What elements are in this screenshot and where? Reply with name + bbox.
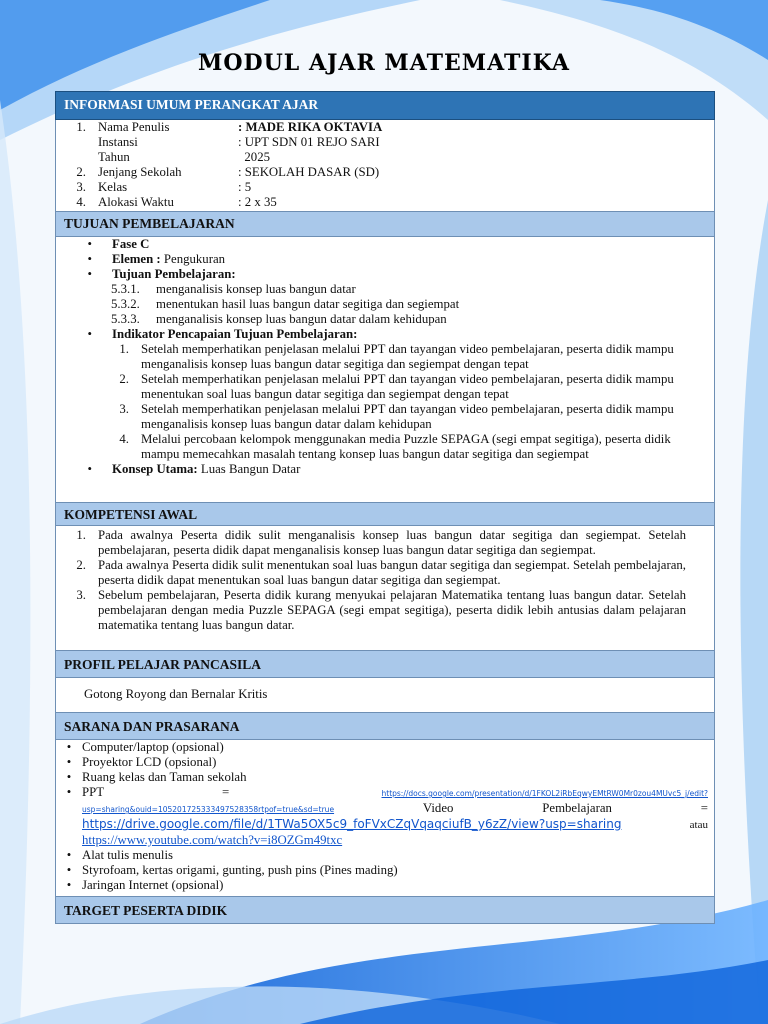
info-label: Tahun (98, 150, 130, 164)
ppt-label: PPT (82, 785, 105, 799)
video-equals: = (700, 801, 708, 815)
kompetensi-num: 3. (76, 588, 86, 602)
iktp-num: 1. (119, 342, 129, 356)
profil-text: Gotong Royong dan Bernalar Kritis (84, 687, 268, 701)
info-label: Kelas (98, 180, 128, 194)
bullet-icon: • (66, 770, 72, 784)
tp-num: 5.3.2. (111, 297, 140, 311)
sarana-item (56, 878, 714, 893)
sarana-item (56, 740, 714, 755)
video-label-2: Pembelajaran (542, 801, 612, 815)
iktp-item (56, 342, 714, 372)
ppt-link-continued[interactable]: usp=sharing&ouid=105201725333497528358rtpof=true&sd=true (82, 805, 335, 814)
section-header-informasi: INFORMASI UMUM PERANGKAT AJAR (55, 91, 715, 120)
info-label: Alokasi Waktu (98, 195, 174, 209)
kompetensi-item (56, 528, 714, 558)
iktp-item (56, 432, 714, 462)
iktp-text: Setelah memperhatikan penjelasan melalui PPT dan tayangan video pembelajaran, peserta didik mampu menganalisis konsep luas bangun datar dalam kehidupan (141, 402, 674, 431)
section-header-target: TARGET PESERTA DIDIK (55, 896, 715, 924)
bullet-icon: • (87, 237, 92, 251)
bullet-item (56, 462, 714, 477)
sarana-text: Computer/laptop (opsional) (82, 740, 224, 754)
bullet-icon: • (66, 755, 72, 769)
fase-text: Fase C (112, 237, 150, 251)
info-num: 3. (76, 180, 86, 194)
sarana-item-media (56, 785, 714, 848)
bullet-icon: • (66, 863, 72, 877)
info-row (56, 165, 714, 180)
info-num: 1. (76, 120, 86, 134)
document-title: MODUL AJAR MATEMATIKA (198, 50, 570, 76)
konsep-label: Konsep Utama: (112, 462, 198, 476)
info-value: : 5 (238, 180, 252, 194)
tp-text: menganalisis konsep luas bangun datar dalam kehidupan (156, 312, 447, 326)
bullet-icon: • (66, 785, 72, 799)
tp-item (56, 297, 714, 312)
info-value: 2025 (238, 150, 270, 164)
kompetensi-item (56, 588, 714, 633)
kompetensi-num: 2. (76, 558, 86, 572)
sarana-text: Alat tulis menulis (82, 848, 173, 862)
info-label: Jenjang Sekolah (98, 165, 182, 179)
kompetensi-text: Sebelum pembelajaran, Peserta didik kurang menyukai pelajaran Matematika tentang luas bangun datar. Setelah pembelajaran dengan media Puzzle SEPAGA (segi empat segitiga), peserta didik lebih antusias dalam pelajaran matematika tentang luas bangun datar. (98, 588, 686, 632)
section-body-profil (55, 678, 715, 712)
section-header-profil: PROFIL PELAJAR PANCASILA (55, 650, 715, 678)
bullet-icon: • (87, 267, 92, 281)
sarana-text: Jaringan Internet (opsional) (82, 878, 224, 892)
sarana-item (56, 755, 714, 770)
sarana-text: Proyektor LCD (opsional) (82, 755, 217, 769)
youtube-link[interactable]: https://www.youtube.com/watch?v=i8OZGm49txc (82, 833, 343, 847)
kompetensi-num: 1. (76, 528, 86, 542)
bullet-icon: • (87, 327, 92, 341)
bullet-item (56, 267, 714, 282)
sarana-item (56, 848, 714, 863)
iktp-item (56, 402, 714, 432)
bullet-item (56, 237, 714, 252)
bullet-icon: • (66, 878, 72, 892)
kompetensi-text: Pada awalnya Peserta didik sulit menentukan soal luas bangun datar segitiga dan segiempat. Setelah pembelajaran, peserta didik dapat menentukan soal luas bangun datar segitiga dan segiempat. (98, 558, 686, 587)
info-row (56, 180, 714, 195)
info-label: Instansi (98, 135, 138, 149)
bullet-icon: • (66, 848, 72, 862)
section-header-sarana: SARANA DAN PRASARANA (55, 712, 715, 740)
info-value: : UPT SDN 01 REJO SARI (238, 135, 380, 149)
section-header-kompetensi: KOMPETENSI AWAL (55, 502, 715, 526)
kompetensi-item (56, 558, 714, 588)
info-row (56, 195, 714, 210)
elemen-label: Elemen : (112, 252, 161, 266)
document-table (55, 91, 715, 924)
iktp-text: Setelah memperhatikan penjelasan melalui PPT dan tayangan video pembelajaran, peserta didik mampu menentukan soal luas bangun datar segitiga dan segiempat dengan tepat (141, 372, 674, 401)
tp-label: Tujuan Pembelajaran: (112, 267, 236, 281)
tp-item (56, 282, 714, 297)
bullet-icon: • (87, 252, 92, 266)
iktp-num: 4. (119, 432, 129, 446)
drive-link[interactable]: https://drive.google.com/file/d/1TWa5OX5c9_foFVxCZqVqaqciufB_y6zZ/view?usp=sharing (82, 817, 622, 831)
sarana-text: Styrofoam, kertas origami, gunting, push pins (Pines mading) (82, 863, 398, 877)
iktp-text: Setelah memperhatikan penjelasan melalui PPT dan tayangan video pembelajaran, peserta didik mampu menganalisis konsep luas bangun datar segitiga dan segiempat dengan tepat (141, 342, 674, 371)
info-label: Nama Penulis (98, 120, 170, 134)
tp-item (56, 312, 714, 327)
section-body-sarana (55, 740, 715, 896)
iktp-label: Indikator Pencapaian Tujuan Pembelajaran: (112, 327, 358, 341)
ppt-equals: = (222, 785, 230, 799)
info-row (56, 120, 714, 135)
info-row (56, 150, 714, 165)
info-num (56, 135, 98, 150)
iktp-num: 2. (119, 372, 129, 386)
iktp-num: 3. (119, 402, 129, 416)
bullet-icon: • (87, 462, 92, 476)
sarana-item (56, 863, 714, 878)
tp-num: 5.3.1. (111, 282, 140, 296)
iktp-item (56, 372, 714, 402)
ppt-link[interactable]: https://docs.google.com/presentation/d/1FKOL2iRbEqwyEMtRW0Mr0zou4MUvc5_j/edit? (381, 789, 708, 798)
tp-text: menganalisis konsep luas bangun datar (156, 282, 356, 296)
info-row (56, 135, 714, 150)
section-body-informasi (55, 120, 715, 211)
elemen-value: Pengukuran (160, 252, 226, 266)
section-body-kompetensi (55, 526, 715, 650)
info-value: : SEKOLAH DASAR (SD) (238, 165, 380, 179)
section-header-tujuan: TUJUAN PEMBELAJARAN (55, 211, 715, 237)
atau-text: atau (689, 819, 708, 831)
tp-text: menentukan hasil luas bangun datar segitiga dan segiempat (156, 297, 460, 311)
info-value: : 2 x 35 (238, 195, 277, 209)
video-label: Video (422, 801, 454, 815)
bullet-item (56, 252, 714, 267)
section-body-tujuan (55, 237, 715, 502)
kompetensi-text: Pada awalnya Peserta didik sulit menganalisis konsep luas bangun datar segitiga dan segiempat. Setelah pembelajaran, peserta didik dapat menganalisis konsep luas bangun datar segitiga dan segiempat. (98, 528, 686, 557)
tp-num: 5.3.3. (111, 312, 140, 326)
info-num: 2. (76, 165, 86, 179)
info-num (56, 150, 98, 165)
iktp-text: Melalui percobaan kelompok menggunakan media Puzzle SEPAGA (segi empat segitiga), peserta didik mampu memecahkan masalah tentang konsep luas bangun datar segitiga dan segiempat (141, 432, 671, 461)
info-num: 4. (76, 195, 86, 209)
sarana-text: Ruang kelas dan Taman sekolah (82, 770, 247, 784)
bullet-item (56, 327, 714, 342)
info-value: : MADE RIKA OKTAVIA (238, 120, 383, 134)
sarana-item (56, 770, 714, 785)
konsep-value: Luas Bangun Datar (197, 462, 301, 476)
bullet-icon: • (66, 740, 72, 754)
